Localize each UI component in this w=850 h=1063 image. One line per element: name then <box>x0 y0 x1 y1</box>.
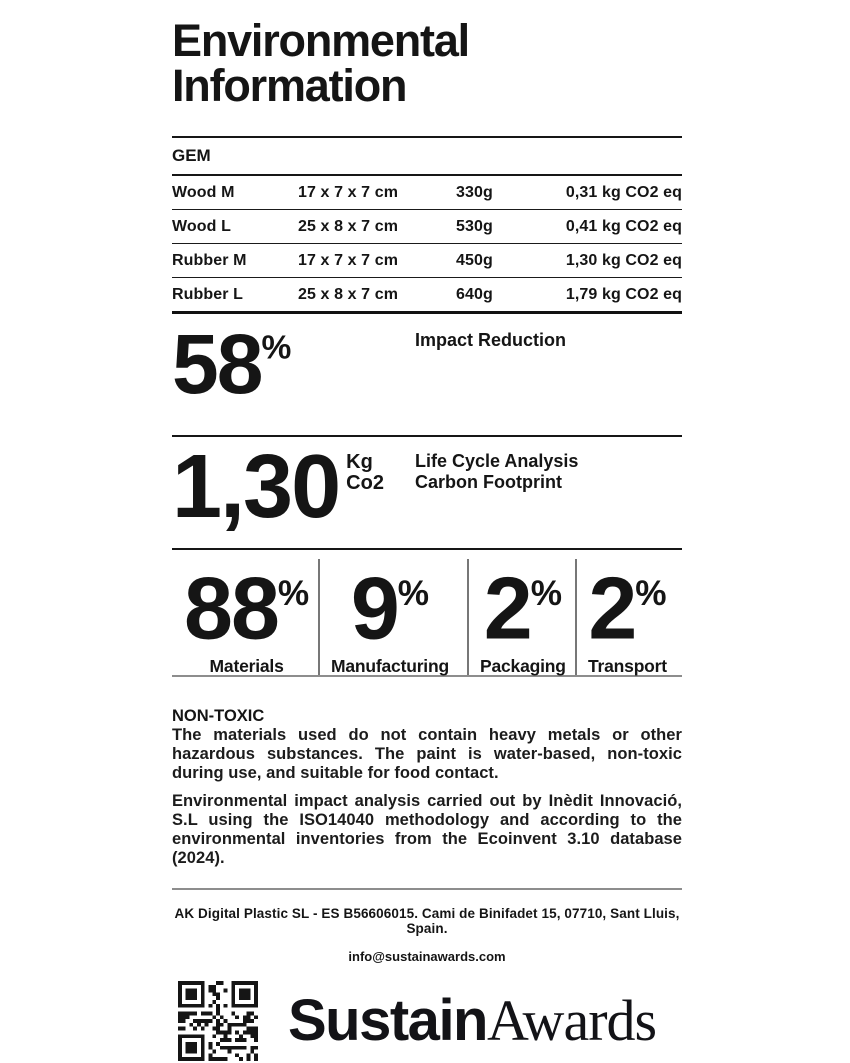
table-row <box>172 176 682 210</box>
qr-code-icon <box>178 981 258 1061</box>
company-address: AK Digital Plastic SL - ES B56606015. Cami de Binifadet 15, 07710, Sant Lluis, Spain. <box>174 906 680 936</box>
variant-name: Rubber L <box>172 285 244 303</box>
variant-co2: 0,31 kg CO2 eq <box>565 183 682 201</box>
impact-reduction-label: Impact Reduction <box>415 330 567 350</box>
breakdown-item <box>588 559 667 677</box>
packaging-number: 2 <box>483 558 531 658</box>
table-row <box>172 244 682 278</box>
contact-email: info@sustainawards.com <box>348 949 506 964</box>
variant-dimensions: 25 x 8 x 7 cm <box>298 217 399 235</box>
variant-name: Wood M <box>172 183 235 201</box>
percent-sign: % <box>397 574 430 613</box>
packaging-value <box>480 558 566 658</box>
variant-co2: 1,30 kg CO2 eq <box>565 251 682 269</box>
non-toxic-heading: NON-TOXIC <box>172 707 265 725</box>
footprint-units <box>346 452 384 494</box>
non-toxic-paragraph: The materials used do not contain heavy metals or other hazardous substances. The paint is water-based, non-toxic during use, and suitable for food contact. <box>172 726 682 782</box>
logo-text-awards: Awards <box>487 988 657 1053</box>
unit-kg: Kg <box>346 451 373 473</box>
variant-co2: 1,79 kg CO2 eq <box>565 285 682 303</box>
product-name: GEM <box>172 146 211 165</box>
variants-table <box>172 176 682 311</box>
variant-weight: 450g <box>456 251 493 269</box>
breakdown-item <box>480 559 566 677</box>
transport-label: Transport <box>588 656 667 677</box>
logo-text-sustain: Sustain <box>288 988 487 1053</box>
sheet-content <box>172 0 682 1061</box>
table-row <box>172 210 682 244</box>
page-title-line1: Environmental <box>172 15 469 66</box>
percent-sign: % <box>277 574 310 613</box>
transport-value <box>588 558 667 658</box>
divider-footer <box>172 888 682 890</box>
footprint-label-line1: Life Cycle Analysis <box>415 451 579 471</box>
non-toxic-section <box>172 707 682 868</box>
variant-weight: 530g <box>456 217 493 235</box>
variant-dimensions: 17 x 7 x 7 cm <box>298 183 399 201</box>
percent-sign: % <box>530 574 562 613</box>
breakdown-packaging <box>467 559 575 675</box>
page-title-line2: Information <box>172 60 407 111</box>
variant-weight: 640g <box>456 285 493 303</box>
methodology-paragraph: Environmental impact analysis carried out by Inèdit Innovació, S.L using the ISO14040 methodology and according to the environmental inventories from the Ecoinvent 3.10 database (2024). <box>172 792 682 867</box>
breakdown-manufacturing <box>318 559 467 675</box>
brand-row <box>172 981 682 1061</box>
table-row <box>172 278 682 311</box>
page-title <box>172 0 682 111</box>
breakdown-transport <box>575 559 682 675</box>
breakdown-materials <box>172 559 318 675</box>
variant-co2: 0,41 kg CO2 eq <box>565 217 682 235</box>
breakdown-item <box>331 559 449 677</box>
impact-reduction-value <box>172 314 682 411</box>
breakdown-item <box>184 559 309 677</box>
sustainawards-logo <box>288 988 657 1053</box>
manufacturing-label: Manufacturing <box>331 656 449 677</box>
percent-sign: % <box>261 329 292 367</box>
manufacturing-value <box>331 558 449 658</box>
percent-sign: % <box>635 574 667 613</box>
transport-number: 2 <box>588 558 636 658</box>
materials-label: Materials <box>209 656 284 677</box>
materials-value <box>184 558 310 658</box>
materials-number: 88 <box>184 558 278 658</box>
impact-breakdown-section <box>172 550 682 675</box>
variant-dimensions: 25 x 8 x 7 cm <box>298 285 399 303</box>
footprint-label-line2: Carbon Footprint <box>415 472 562 492</box>
impact-number: 58 <box>172 317 262 411</box>
carbon-footprint-label <box>415 451 578 493</box>
packaging-label: Packaging <box>480 656 566 677</box>
footprint-number: 1,30 <box>172 437 340 537</box>
impact-reduction-section <box>172 314 682 435</box>
unit-co2: Co2 <box>346 472 384 494</box>
variant-name: Wood L <box>172 217 231 235</box>
variant-name: Rubber M <box>172 251 247 269</box>
carbon-footprint-section <box>172 437 682 548</box>
manufacturing-number: 9 <box>350 558 398 658</box>
variant-weight: 330g <box>456 183 493 201</box>
variant-dimensions: 17 x 7 x 7 cm <box>298 251 399 269</box>
